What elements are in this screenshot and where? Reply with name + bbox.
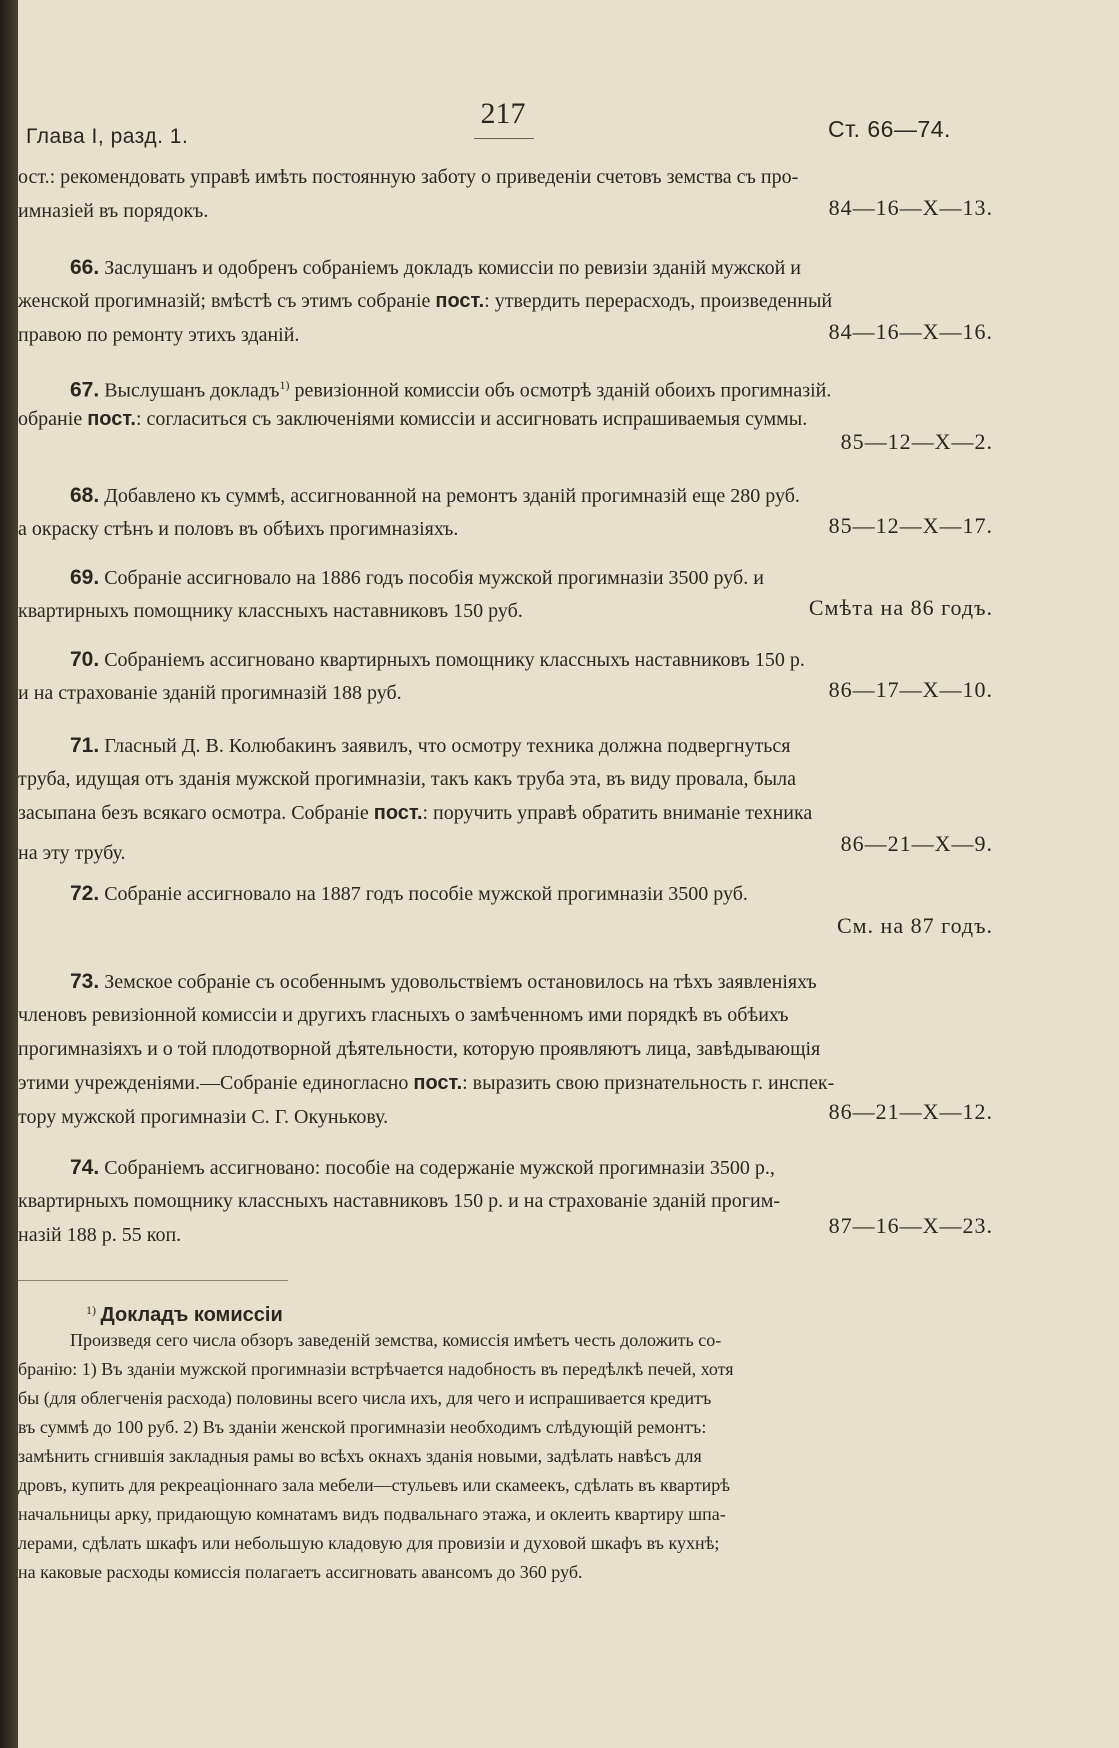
bold-term: пост. (373, 802, 423, 824)
text-span: женской прогимназій; вмѣстѣ съ этимъ собраніе (18, 290, 436, 312)
bold-term: пост. (435, 290, 485, 312)
article-number: 74. (70, 1156, 100, 1179)
reference-code: 84—16—X—13. (828, 195, 993, 220)
page-number: 217 (480, 97, 526, 130)
text-line: труба, идущая отъ зданія мужской прогимназіи, такъ какъ труба эта, въ виду провала, была (18, 768, 796, 790)
reference-code: См. на 87 годъ. (836, 913, 993, 938)
reference-code: 86—21—X—12. (828, 1099, 993, 1124)
text-span: Гласный Д. В. Колюбакинъ заявилъ, что осмотру техника должна подвергнуться (104, 735, 791, 757)
article-number: 66. (70, 256, 100, 279)
footnote-line: Произведя сего числа обзоръ заведеній земства, комиссія имѣетъ честь доложить со- (70, 1330, 722, 1350)
text-line (18, 876, 1003, 912)
running-head-chapter: Глава I, разд. 1. (26, 125, 189, 148)
text-span: ревизіонной комиссіи объ осмотрѣ зданій обоихъ прогимназій. (289, 379, 832, 402)
book-spine-shadow (0, 0, 18, 1748)
reference-code: 86—17—X—10. (828, 677, 993, 702)
footnote-heading (18, 1296, 1003, 1330)
footnote-marker: 1) (86, 1303, 96, 1317)
footnote-line: на каковые расходы комиссія полагаетъ ассигновать авансомъ до 360 руб. (18, 1562, 583, 1582)
footnote-line: замѣнить сгнившія закладныя рамы во всѣхъ окнахъ зданія новыми, задѣлать навѣсъ для (18, 1446, 702, 1466)
article-number: 72. (70, 882, 100, 905)
article-number: 70. (70, 648, 100, 671)
reference-code: 87—16—X—23. (828, 1213, 993, 1238)
footnote-line: лерами, сдѣлать шкафъ или небольшую кладовую для провизіи и духовой шкафъ въ кухнѣ; (18, 1533, 720, 1553)
article-number: 67. (70, 378, 100, 402)
text-line: квартирныхъ помощнику классныхъ наставниковъ 150 руб. (18, 600, 523, 622)
text-span: Добавлено къ суммѣ, ассигнованной на ремонтъ зданій прогимназій еще 280 руб. (104, 485, 800, 507)
footnote-line: бранію: 1) Въ зданіи мужской прогимназіи встрѣчается надобность въ передѣлкѣ печей, хотя (18, 1359, 734, 1379)
footnote-ref: 1) (279, 378, 290, 392)
text-span: Собраніемъ ассигновано квартирныхъ помощнику классныхъ наставниковъ 150 р. (104, 649, 805, 671)
text-span: Собраніе ассигновало на 1887 годъ пособіе мужской прогимназіи 3500 руб. (104, 883, 748, 905)
text-line: правою по ремонту этихъ зданій. (18, 324, 300, 346)
article-number: 69. (70, 566, 100, 589)
text-line: тору мужской прогимназіи С. Г. Окунькову. (18, 1106, 389, 1128)
footnote-separator (18, 1280, 288, 1281)
text-span: Выслушанъ докладъ (104, 379, 280, 402)
reference-code: 85—12—X—17. (828, 513, 993, 538)
text-line: прогимназіяхъ и о той плодотворной дѣятельности, которую проявляютъ лица, завѣдывающія (18, 1038, 821, 1060)
footnote-title: Докладъ комиссіи (100, 1304, 283, 1326)
text-span: засыпана безъ всякаго осмотра. Собраніе (18, 802, 374, 824)
text-span: : поручить управѣ обратить вниманіе техника (422, 802, 813, 824)
text-line: ост.: рекомендовать управѣ имѣть постоянную заботу о приведеніи счетовъ земства съ про- (18, 166, 799, 188)
text-span: : согласиться съ заключеніями комиссіи и ассигновать испрашиваемыя суммы. (135, 408, 808, 430)
running-head-articles: Ст. 66—74. (828, 116, 951, 142)
reference-code: 85—12—X—2. (840, 429, 993, 454)
footnote-line: въ суммѣ до 100 руб. 2) Въ зданіи женской прогимназіи необходимъ слѣдующій ремонтъ: (18, 1417, 707, 1437)
text-span: : утвердить перерасходъ, произведенный (484, 290, 833, 312)
scanned-page (18, 0, 1119, 1748)
bold-term: пост. (413, 1072, 463, 1094)
text-line (18, 1150, 1003, 1186)
reference-code: 84—16—X—16. (828, 319, 993, 344)
footnote-line: бы (для облегченія расхода) половины всего числа ихъ, для чего и испрашивается кредитъ (18, 1388, 712, 1408)
text-line: и на страхованіе зданій прогимназій 188 руб. (18, 682, 402, 704)
text-span: : выразить свою признательность г. инспек- (462, 1072, 835, 1094)
text-line: на эту трубу. (18, 842, 126, 864)
text-span: Земское собраніе съ особеннымъ удовольствіемъ остановилось на тѣхъ заявленіяхъ (104, 971, 817, 993)
article-number: 73. (70, 970, 100, 993)
page-number-rule (474, 138, 534, 139)
reference-code: 86—21—X—9. (840, 831, 993, 856)
footnote-line: начальницы арку, придающую комнатамъ видъ подвальнаго этажа, и оклеить квартиру шпа- (18, 1504, 726, 1524)
text-line: имназіей въ порядокъ. (18, 200, 209, 222)
text-line: членовъ ревизіонной комиссіи и другихъ гласныхъ о замѣченномъ ими порядкѣ въ обѣихъ (18, 1004, 789, 1026)
text-span: обраніе (18, 408, 88, 430)
footnote-line: дровъ, купить для рекреаціоннаго зала мебели—стульевъ или скамеекъ, сдѣлать въ квартирѣ (18, 1475, 731, 1495)
text-line: а окраску стѣнъ и половъ въ обѣихъ прогимназіяхъ. (18, 518, 459, 540)
reference-code: Смѣта на 86 годъ. (808, 595, 993, 620)
article-number: 68. (70, 484, 100, 507)
text-span: Собраніе ассигновало на 1886 годъ пособія мужской прогимназіи 3500 руб. и (104, 567, 764, 589)
text-line: квартирныхъ помощнику классныхъ наставниковъ 150 р. и на страхованіе зданій прогим- (18, 1190, 781, 1212)
text-span: Заслушанъ и одобренъ собраніемъ докладъ комиссіи по ревизіи зданій мужской и (104, 257, 801, 279)
text-line (18, 250, 1003, 286)
bold-term: пост. (87, 408, 136, 430)
text-line: назій 188 р. 55 коп. (18, 1224, 182, 1246)
text-span: этими учрежденіями.—Собраніе единогласно (18, 1072, 414, 1094)
text-line (18, 728, 1003, 764)
text-line (18, 964, 1003, 1000)
text-span: Собраніемъ ассигновано: пособіе на содержаніе мужской прогимназіи 3500 р., (104, 1157, 775, 1179)
article-number: 71. (70, 734, 100, 757)
